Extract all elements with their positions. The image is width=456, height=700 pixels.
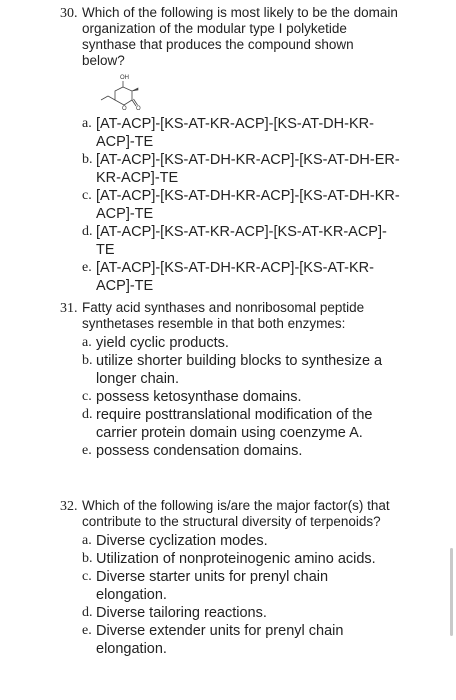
option-text: [AT-ACP]-[KS-AT-DH-KR-ACP]-[KS-AT-KR-ACP]-TE xyxy=(96,260,374,294)
option-e[interactable] xyxy=(82,259,400,295)
question-text: Fatty acid synthases and nonribosomal peptide synthetases resemble in that both enzymes: xyxy=(82,300,365,331)
option-d[interactable] xyxy=(82,406,400,442)
option-text: [AT-ACP]-[KS-AT-DH-KR-ACP]-[KS-AT-DH-ER-KR-ACP]-TE xyxy=(96,152,400,186)
question-31 xyxy=(60,300,400,460)
option-c[interactable] xyxy=(82,388,400,406)
option-a[interactable] xyxy=(82,115,400,151)
options-list xyxy=(82,532,400,658)
option-c[interactable] xyxy=(82,187,400,223)
option-d[interactable] xyxy=(82,604,400,622)
option-text: [AT-ACP]-[KS-AT-KR-ACP]-[KS-AT-DH-KR-ACP]-TE xyxy=(96,116,374,150)
option-letter: b. xyxy=(82,551,93,566)
option-text: Diverse starter units for prenyl chain elongation. xyxy=(96,569,329,603)
molecule-structure xyxy=(90,73,400,111)
question-number: 31. xyxy=(60,301,78,316)
option-text: Diverse extender units for prenyl chain elongation. xyxy=(96,623,344,657)
options-list xyxy=(82,334,400,460)
option-b[interactable] xyxy=(82,352,400,388)
option-letter: d. xyxy=(82,407,93,422)
option-b[interactable] xyxy=(82,550,400,568)
lactone-structure-drawing xyxy=(90,73,150,111)
oh-label: OH xyxy=(120,75,129,81)
option-text: Diverse cyclization modes. xyxy=(96,533,268,549)
question-30 xyxy=(60,5,400,295)
option-letter: c. xyxy=(82,569,92,584)
option-b[interactable] xyxy=(82,151,400,187)
question-text: Which of the following is/are the major factor(s) that contribute to the structural diversity of terpenoids? xyxy=(82,498,390,529)
option-d[interactable] xyxy=(82,223,400,259)
option-letter: d. xyxy=(82,605,93,620)
question-32-header xyxy=(60,498,400,530)
option-a[interactable] xyxy=(82,532,400,550)
option-a[interactable] xyxy=(82,334,400,352)
option-letter: a. xyxy=(82,116,92,131)
option-text: possess ketosynthase domains. xyxy=(96,389,302,405)
scrollbar-thumb[interactable] xyxy=(450,548,453,636)
option-c[interactable] xyxy=(82,568,400,604)
option-letter: b. xyxy=(82,152,93,167)
option-letter: d. xyxy=(82,224,93,239)
option-letter: c. xyxy=(82,389,92,404)
question-text: Which of the following is most likely to be the domain organization of the modular type I polyketide synthase that produces the compound shown below? xyxy=(82,5,398,68)
option-text: possess condensation domains. xyxy=(96,443,303,459)
option-letter: a. xyxy=(82,335,92,350)
option-text: utilize shorter building blocks to synthesize a longer chain. xyxy=(96,353,383,387)
question-30-header xyxy=(60,5,400,69)
option-text: require posttranslational modification of the carrier protein domain using coenzyme A. xyxy=(96,407,373,441)
option-letter: e. xyxy=(82,623,92,638)
option-e[interactable] xyxy=(82,622,400,658)
option-text: Utilization of nonproteinogenic amino acids. xyxy=(96,551,376,567)
option-letter: e. xyxy=(82,260,92,275)
question-32 xyxy=(60,498,400,658)
option-text: yield cyclic products. xyxy=(96,335,229,351)
option-text: [AT-ACP]-[KS-AT-KR-ACP]-[KS-AT-KR-ACP]-TE xyxy=(96,224,387,258)
option-letter: c. xyxy=(82,188,92,203)
option-letter: b. xyxy=(82,353,93,368)
option-letter: a. xyxy=(82,533,92,548)
ring-oxygen-label: O xyxy=(122,106,127,111)
carbonyl-oxygen-label: O xyxy=(136,106,141,111)
question-number: 30. xyxy=(60,6,78,21)
options-list xyxy=(82,115,400,295)
option-e[interactable] xyxy=(82,442,400,460)
question-31-header xyxy=(60,300,400,332)
option-letter: e. xyxy=(82,443,92,458)
option-text: [AT-ACP]-[KS-AT-DH-KR-ACP]-[KS-AT-DH-KR-ACP]-TE xyxy=(96,188,400,222)
option-text: Diverse tailoring reactions. xyxy=(96,605,267,621)
question-number: 32. xyxy=(60,499,78,514)
